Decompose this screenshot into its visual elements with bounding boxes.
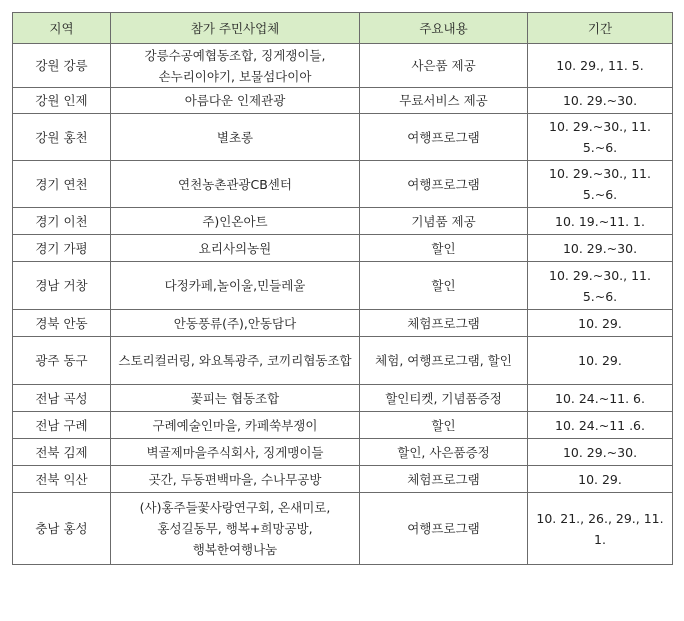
cell-region: 강원 홍천	[13, 114, 111, 161]
cell-region: 전북 김제	[13, 439, 111, 466]
cell-period: 10. 29.~30.	[528, 439, 673, 466]
table-row	[13, 310, 673, 337]
cell-period: 10. 29.~30., 11. 5.~6.	[528, 262, 673, 310]
cell-businesses: 아름다운 인제관광	[111, 88, 360, 114]
cell-content: 사은품 제공	[360, 44, 528, 88]
table-row	[13, 493, 673, 565]
table-row	[13, 337, 673, 385]
cell-content: 기념품 제공	[360, 208, 528, 235]
cell-period: 10. 29.~30.	[528, 88, 673, 114]
events-table-container	[12, 12, 673, 565]
table-row	[13, 412, 673, 439]
cell-period: 10. 29.	[528, 337, 673, 385]
table-row	[13, 235, 673, 262]
cell-content: 할인	[360, 235, 528, 262]
cell-businesses: 주)인온아트	[111, 208, 360, 235]
table-row	[13, 385, 673, 412]
cell-region: 경기 가평	[13, 235, 111, 262]
cell-period: 10. 19.~11. 1.	[528, 208, 673, 235]
cell-content: 여행프로그램	[360, 493, 528, 565]
table-row	[13, 466, 673, 493]
cell-content: 할인, 사은품증정	[360, 439, 528, 466]
cell-region: 충남 홍성	[13, 493, 111, 565]
cell-period: 10. 29.~30., 11. 5.~6.	[528, 161, 673, 208]
cell-region: 전남 구례	[13, 412, 111, 439]
table-row	[13, 161, 673, 208]
table-row	[13, 44, 673, 88]
cell-region: 경남 거창	[13, 262, 111, 310]
cell-period: 10. 24.~11. 6.	[528, 385, 673, 412]
cell-businesses: 벽골제마을주식회사, 징게맹이들	[111, 439, 360, 466]
cell-content: 할인	[360, 412, 528, 439]
cell-period: 10. 29.~30.	[528, 235, 673, 262]
cell-businesses: 곳간, 두동편백마을, 수나무공방	[111, 466, 360, 493]
cell-region: 강원 강릉	[13, 44, 111, 88]
cell-period: 10. 21., 26., 29., 11. 1.	[528, 493, 673, 565]
header-region: 지역	[13, 13, 111, 44]
cell-businesses: 구례예술인마을, 카페쑥부쟁이	[111, 412, 360, 439]
cell-content: 체험, 여행프로그램, 할인	[360, 337, 528, 385]
cell-period: 10. 29., 11. 5.	[528, 44, 673, 88]
table-row	[13, 439, 673, 466]
cell-region: 경기 연천	[13, 161, 111, 208]
cell-content: 체험프로그램	[360, 310, 528, 337]
cell-content: 할인	[360, 262, 528, 310]
cell-businesses: (사)홍주들꽃사랑연구회, 온새미로, 홍성길동무, 행복+희망공방, 행복한여행나눔	[111, 493, 360, 565]
header-businesses: 참가 주민사업체	[111, 13, 360, 44]
cell-businesses: 별초롱	[111, 114, 360, 161]
table-row	[13, 208, 673, 235]
cell-businesses: 안동풍류(주),안동담다	[111, 310, 360, 337]
table-header-row	[13, 13, 673, 44]
header-period: 기간	[528, 13, 673, 44]
cell-region: 강원 인제	[13, 88, 111, 114]
cell-content: 무료서비스 제공	[360, 88, 528, 114]
cell-businesses: 연천농촌관광CB센터	[111, 161, 360, 208]
cell-region: 경기 이천	[13, 208, 111, 235]
cell-content: 할인티켓, 기념품증정	[360, 385, 528, 412]
header-content: 주요내용	[360, 13, 528, 44]
cell-businesses: 다정카페,놀이울,민들레울	[111, 262, 360, 310]
cell-content: 여행프로그램	[360, 114, 528, 161]
cell-region: 전북 익산	[13, 466, 111, 493]
participating-businesses-table	[12, 12, 673, 565]
cell-period: 10. 29.	[528, 310, 673, 337]
cell-content: 여행프로그램	[360, 161, 528, 208]
cell-businesses: 강릉수공예협동조합, 징게쟁이들, 손누리이야기, 보물섬다이아	[111, 44, 360, 88]
table-row	[13, 88, 673, 114]
cell-content: 체험프로그램	[360, 466, 528, 493]
table-row	[13, 114, 673, 161]
cell-region: 전남 곡성	[13, 385, 111, 412]
cell-region: 광주 동구	[13, 337, 111, 385]
cell-businesses: 요리사의농원	[111, 235, 360, 262]
cell-region: 경북 안동	[13, 310, 111, 337]
cell-period: 10. 29.~30., 11. 5.~6.	[528, 114, 673, 161]
cell-period: 10. 24.~11 .6.	[528, 412, 673, 439]
cell-businesses: 스토리컬러링, 와요톡광주, 코끼리협동조합	[111, 337, 360, 385]
cell-businesses: 꽃피는 협동조합	[111, 385, 360, 412]
cell-period: 10. 29.	[528, 466, 673, 493]
table-row	[13, 262, 673, 310]
